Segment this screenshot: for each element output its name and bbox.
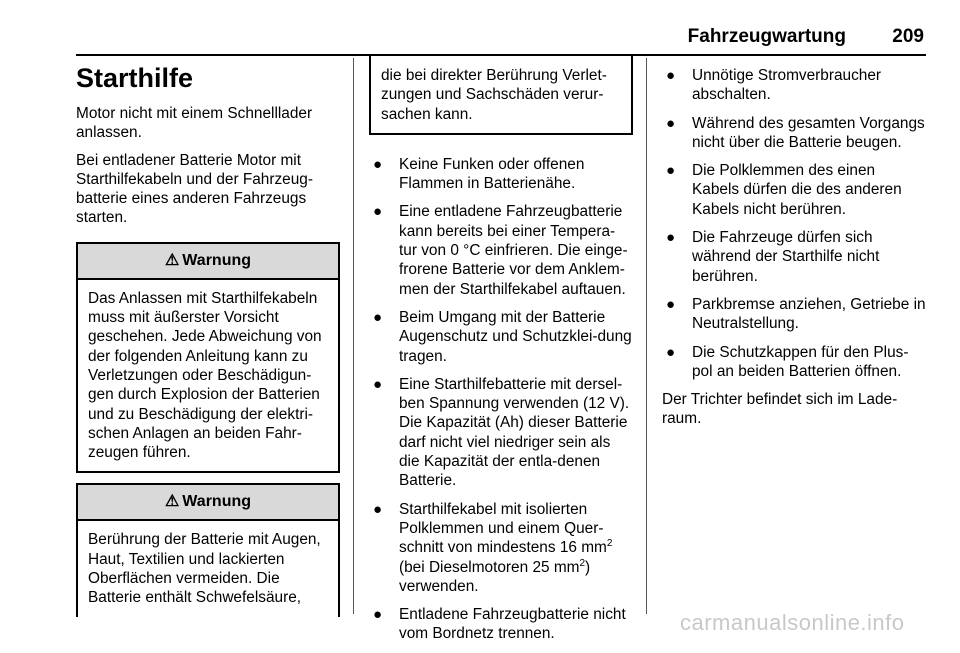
page-header <box>0 26 960 56</box>
paragraph: Motor nicht mit einem Schnelllader anlassen. <box>76 105 313 142</box>
list-item: ● Beim Umgang mit der Batterie Augenschutz und Schutzklei-dung tragen. <box>373 308 632 365</box>
column-2 <box>369 56 633 653</box>
list-item: ● Eine Starthilfebatterie mit dersel-ben Spannung verwenden (12 V). Die Kapazität (Ah) dieser Batterie darf nicht viel niedriger sein als die Kapazität der entla-denen Batterie. <box>373 375 630 490</box>
column-1 <box>76 58 340 617</box>
list-item: ● Die Fahrzeuge dürfen sich während der Starthilfe nicht berühren. <box>666 229 880 285</box>
watermark-text: carmanualsonline.info <box>680 610 905 635</box>
bullet-icon: ● <box>373 203 383 221</box>
warning-icon: ⚠ <box>164 493 180 511</box>
page-title: Starthilfe <box>76 63 194 93</box>
paragraph: Bei entladener Batterie Motor mit Starthilfekabeln und der Fahrzeug-batterie eines anderen Fahrzeugs starten. <box>76 151 313 227</box>
list-item: ● Keine Funken oder offenen Flammen in Batterienähe. <box>373 155 585 193</box>
bullet-icon: ● <box>666 343 676 361</box>
warning-text: Berührung der Batterie mit Augen, Haut, Textilien und lackierten Oberflächen vermeiden. Die Batterie enthält Schwefelsäure, <box>88 531 321 607</box>
list-item: ● Die Polklemmen des einen Kabels dürfen die des anderen Kabels nicht berühren. <box>666 162 902 218</box>
bullet-list <box>369 155 633 644</box>
list-item: ● Parkbremse anziehen, Getriebe in Neutralstellung. <box>666 295 926 333</box>
warning-heading-label: Warnung <box>182 493 252 511</box>
warning-heading <box>78 244 338 280</box>
bullet-icon: ● <box>666 162 676 180</box>
column-3 <box>662 66 926 437</box>
bullet-icon: ● <box>666 295 676 313</box>
bullet-icon: ● <box>373 500 383 518</box>
list-item: ● Eine entladene Fahrzeugbatterie kann bereits bei einer Tempera-tur von 0 °C einfrieren. Die einge-frorene Batterie vor dem Anklem-men der Starthilfekabel auftauen. <box>373 203 628 298</box>
bullet-icon: ● <box>373 155 383 173</box>
warning-heading <box>78 485 338 521</box>
list-item: ● Die Schutzkappen für den Plus-pol an beiden Batterien öffnen. <box>666 343 909 380</box>
bullet-icon: ● <box>373 606 383 624</box>
warning-box <box>76 483 340 616</box>
warning-box <box>76 242 340 474</box>
bullet-icon: ● <box>373 375 383 393</box>
list-item: ● Unnötige Stromverbraucher abschalten. <box>666 67 882 104</box>
list-item: ● Entladene Fahrzeugbatterie nicht vom Bordnetz trennen. <box>373 606 626 643</box>
bullet-icon: ● <box>666 67 676 84</box>
warning-icon: ⚠ <box>164 251 180 269</box>
warning-text: Das Anlassen mit Starthilfekabeln muss mit äußerster Vorsicht geschehen. Jede Abweichung von der folgenden Anleitung kann zu Verletzungen oder Beschädigun-gen durch Explosion der Batterien und zu Beschädigung der elektri-schen Anlagen an beiden Fahr-zeugen führen. <box>88 289 322 462</box>
warning-heading-label: Warnung <box>182 251 252 269</box>
bullet-icon: ● <box>666 229 676 247</box>
bullet-icon: ● <box>373 308 383 326</box>
bullet-icon: ● <box>666 114 676 132</box>
list-item: ● Während des gesamten Vorgangs nicht über die Batterie beugen. <box>666 114 925 151</box>
section-title: Fahrzeugwartung <box>687 26 846 47</box>
column-divider <box>353 58 354 614</box>
column-divider <box>646 58 647 614</box>
warning-box-continued: die bei direkter Berührung Verlet-zungen und Sachschäden verur-sachen kann. <box>369 56 633 135</box>
page-number: 209 <box>892 26 924 47</box>
bullet-list <box>662 66 926 381</box>
paragraph: Der Trichter befindet sich im Lade-raum. <box>662 391 898 428</box>
list-item: ● Starthilfekabel mit isolierten Polklemmen und einem Quer-schnitt von mindestens 16 $mm^2$ (bei Dieselmotoren 25 $mm^2$) verwenden. <box>373 500 613 595</box>
